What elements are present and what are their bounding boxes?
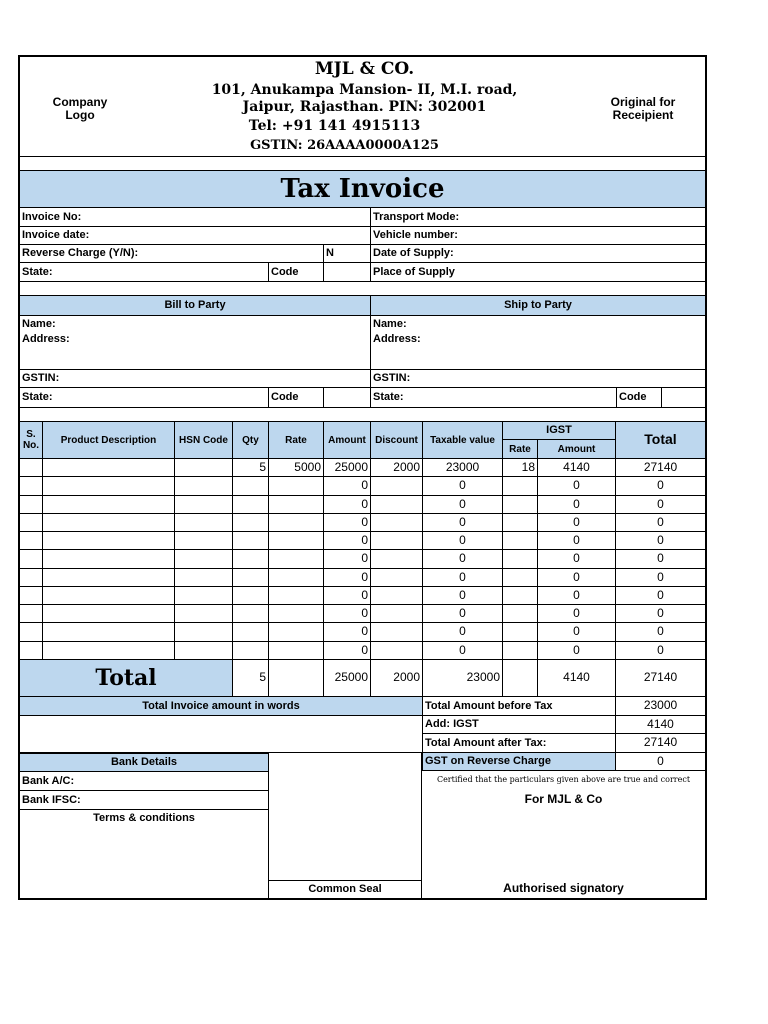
item-cell-amount: 0 — [323, 550, 370, 568]
company-address-line1: 101, Anukampa Mansion- II, M.I. road, — [211, 82, 518, 98]
item-cell-igst-rate — [502, 605, 537, 623]
item-cell-igst-amount: 4140 — [537, 459, 615, 477]
item-cell-igst-amount: 0 — [537, 569, 615, 587]
reverse-charge-value: N — [323, 245, 370, 263]
item-cell-hsn — [174, 532, 232, 550]
col-header-taxable: Taxable value — [422, 422, 502, 459]
item-cell-igst-amount: 0 — [537, 532, 615, 550]
item-cell-description — [42, 569, 174, 587]
item-cell-total: 0 — [615, 496, 705, 514]
item-cell-description — [42, 459, 174, 477]
item-cell-amount: 0 — [323, 642, 370, 660]
company-tel: Tel: +91 141 4915113 — [248, 118, 421, 134]
col-header-discount: Discount — [370, 422, 422, 459]
ship-to-name-label: Name: — [370, 316, 705, 333]
item-cell-taxable: 0 — [422, 477, 502, 495]
meta-state-label: State: — [20, 263, 268, 282]
certification-text: Certified that the particulars given above are true and correct — [436, 774, 691, 784]
item-cell-amount: 0 — [323, 496, 370, 514]
item-cell-taxable: 0 — [422, 532, 502, 550]
item-cell-discount — [370, 550, 422, 568]
item-cell-rate — [268, 514, 323, 532]
item-cell-hsn — [174, 587, 232, 605]
item-cell-sno — [20, 642, 42, 660]
item-cell-sno — [20, 496, 42, 514]
item-cell-taxable: 0 — [422, 569, 502, 587]
invoice-date-label: Invoice date: — [20, 227, 370, 245]
ship-to-code-value — [661, 388, 705, 408]
party-divider — [20, 408, 705, 422]
item-cell-total: 0 — [615, 623, 705, 641]
item-cell-taxable: 0 — [422, 587, 502, 605]
item-cell-rate — [268, 642, 323, 660]
header-divider — [20, 156, 705, 170]
item-cell-igst-rate — [502, 550, 537, 568]
totals-igst-amount: 4140 — [537, 660, 615, 697]
totals-label: Total — [20, 660, 232, 697]
item-cell-igst-amount: 0 — [537, 623, 615, 641]
bill-to-address-label: Address: — [20, 333, 370, 370]
item-cell-igst-amount: 0 — [537, 496, 615, 514]
reverse-gst-value: 0 — [615, 753, 705, 771]
item-cell-rate: 5000 — [268, 459, 323, 477]
item-cell-igst-rate: 18 — [502, 459, 537, 477]
item-cell-discount — [370, 477, 422, 495]
item-cell-rate — [268, 605, 323, 623]
item-cell-hsn — [174, 642, 232, 660]
item-cell-amount: 0 — [323, 623, 370, 641]
copy-label: Original for Receipient — [610, 94, 676, 122]
item-cell-qty — [232, 477, 268, 495]
item-cell-igst-rate — [502, 569, 537, 587]
item-cell-description — [42, 642, 174, 660]
totals-taxable: 23000 — [422, 660, 502, 697]
item-cell-sno — [20, 459, 42, 477]
totals-qty: 5 — [232, 660, 268, 697]
bank-heading: Bank Details — [20, 753, 269, 772]
item-cell-hsn — [174, 477, 232, 495]
totals-rate — [268, 660, 323, 697]
item-cell-igst-amount: 0 — [537, 514, 615, 532]
before-tax-label: Total Amount before Tax — [422, 697, 615, 716]
item-cell-total: 0 — [615, 532, 705, 550]
item-cell-discount — [370, 532, 422, 550]
item-cell-igst-amount: 0 — [537, 477, 615, 495]
col-header-amount: Amount — [323, 422, 370, 459]
item-cell-total: 0 — [615, 514, 705, 532]
item-cell-discount — [370, 514, 422, 532]
ship-to-address-label: Address: — [370, 333, 705, 370]
item-cell-discount — [370, 587, 422, 605]
item-cell-description — [42, 496, 174, 514]
item-cell-qty — [232, 587, 268, 605]
item-cell-discount — [370, 605, 422, 623]
item-cell-igst-amount: 0 — [537, 550, 615, 568]
item-cell-hsn — [174, 459, 232, 477]
item-cell-taxable: 0 — [422, 623, 502, 641]
item-cell-taxable: 0 — [422, 642, 502, 660]
item-cell-qty — [232, 550, 268, 568]
company-logo-label: Company Logo — [52, 94, 108, 122]
item-cell-total: 0 — [615, 569, 705, 587]
item-cell-hsn — [174, 550, 232, 568]
item-cell-qty — [232, 642, 268, 660]
item-cell-rate — [268, 623, 323, 641]
item-cell-amount: 0 — [323, 532, 370, 550]
for-company-label: For MJL & Co — [524, 792, 603, 807]
item-cell-taxable: 0 — [422, 550, 502, 568]
item-cell-sno — [20, 477, 42, 495]
ship-to-heading: Ship to Party — [370, 296, 705, 316]
totals-amount: 25000 — [323, 660, 370, 697]
item-cell-igst-rate — [502, 532, 537, 550]
item-cell-igst-amount: 0 — [537, 642, 615, 660]
item-cell-sno — [20, 605, 42, 623]
item-cell-sno — [20, 569, 42, 587]
item-cell-description — [42, 532, 174, 550]
item-cell-hsn — [174, 569, 232, 587]
item-cell-discount — [370, 642, 422, 660]
ship-to-code-label: Code — [616, 388, 661, 408]
item-cell-discount: 2000 — [370, 459, 422, 477]
totals-igst-rate — [502, 660, 537, 697]
item-cell-sno — [20, 514, 42, 532]
common-seal-label: Common Seal — [269, 880, 422, 898]
item-cell-rate — [268, 532, 323, 550]
authorised-signatory-label: Authorised signatory — [503, 881, 624, 896]
item-cell-qty — [232, 496, 268, 514]
meta-divider — [20, 282, 705, 296]
item-cell-hsn — [174, 514, 232, 532]
words-label: Total Invoice amount in words — [20, 697, 422, 716]
item-cell-rate — [268, 587, 323, 605]
invoice-title: Tax Invoice — [20, 170, 705, 208]
item-cell-amount: 0 — [323, 605, 370, 623]
reverse-charge-label: Reverse Charge (Y/N): — [20, 245, 323, 263]
date-of-supply-label: Date of Supply: — [370, 245, 705, 263]
igst-total-label: Add: IGST — [422, 716, 615, 734]
item-cell-igst-rate — [502, 642, 537, 660]
col-header-total: Total — [615, 422, 705, 459]
reverse-gst-label: GST on Reverse Charge — [422, 753, 615, 771]
item-cell-hsn — [174, 623, 232, 641]
item-cell-qty: 5 — [232, 459, 268, 477]
vehicle-number-label: Vehicle number: — [370, 227, 705, 245]
company-name: MJL & CO. — [314, 59, 415, 79]
item-cell-total: 0 — [615, 477, 705, 495]
after-tax-value: 27140 — [615, 734, 705, 753]
igst-total-value: 4140 — [615, 716, 705, 734]
item-cell-amount: 0 — [323, 569, 370, 587]
col-header-rate: Rate — [268, 422, 323, 459]
item-cell-total: 0 — [615, 605, 705, 623]
bill-to-code-label: Code — [268, 388, 323, 408]
meta-code-value — [323, 263, 370, 282]
item-cell-hsn — [174, 605, 232, 623]
company-gstin: GSTIN: 26AAAA0000A125 — [250, 138, 439, 153]
item-cell-rate — [268, 550, 323, 568]
item-cell-amount: 0 — [323, 587, 370, 605]
after-tax-label: Total Amount after Tax: — [422, 734, 615, 753]
item-cell-total: 0 — [615, 642, 705, 660]
place-of-supply-label: Place of Supply — [370, 263, 705, 282]
bill-to-gstin-label: GSTIN: — [20, 370, 370, 388]
item-cell-sno — [20, 550, 42, 568]
item-cell-amount: 0 — [323, 477, 370, 495]
totals-total: 27140 — [615, 660, 705, 697]
bank-ifsc-label: Bank IFSC: — [20, 791, 269, 810]
col-header-description: Product Description — [42, 422, 174, 459]
item-cell-description — [42, 587, 174, 605]
ship-to-gstin-label: GSTIN: — [370, 370, 705, 388]
item-cell-description — [42, 605, 174, 623]
col-header-sno: S. No. — [20, 422, 42, 459]
bill-to-code-value — [323, 388, 370, 408]
col-header-igst: IGST — [502, 422, 615, 440]
item-cell-total: 0 — [615, 550, 705, 568]
item-cell-description — [42, 477, 174, 495]
item-cell-igst-rate — [502, 496, 537, 514]
item-cell-igst-rate — [502, 623, 537, 641]
item-cell-sno — [20, 623, 42, 641]
words-value — [20, 716, 422, 753]
item-cell-sno — [20, 532, 42, 550]
terms-area — [20, 826, 269, 898]
common-seal-area — [269, 753, 422, 880]
item-cell-qty — [232, 605, 268, 623]
item-cell-discount — [370, 569, 422, 587]
col-header-igst-amount: Amount — [537, 440, 615, 459]
item-cell-discount — [370, 496, 422, 514]
invoice-form — [18, 55, 707, 900]
item-cell-rate — [268, 569, 323, 587]
transport-mode-label: Transport Mode: — [370, 208, 705, 227]
item-cell-discount — [370, 623, 422, 641]
item-cell-description — [42, 514, 174, 532]
bill-to-state-label: State: — [20, 388, 268, 408]
col-header-hsn: HSN Code — [174, 422, 232, 459]
item-cell-amount: 0 — [323, 514, 370, 532]
item-cell-igst-amount: 0 — [537, 587, 615, 605]
item-cell-taxable: 0 — [422, 605, 502, 623]
bank-account-label: Bank A/C: — [20, 772, 269, 791]
item-cell-qty — [232, 514, 268, 532]
totals-discount: 2000 — [370, 660, 422, 697]
item-cell-total: 27140 — [615, 459, 705, 477]
col-header-qty: Qty — [232, 422, 268, 459]
item-cell-qty — [232, 532, 268, 550]
item-cell-sno — [20, 587, 42, 605]
item-cell-description — [42, 623, 174, 641]
item-cell-taxable: 0 — [422, 496, 502, 514]
bill-to-name-label: Name: — [22, 318, 56, 331]
item-cell-rate — [268, 496, 323, 514]
item-cell-total: 0 — [615, 587, 705, 605]
meta-code-label: Code — [268, 263, 323, 282]
before-tax-value: 23000 — [615, 697, 705, 716]
bill-to-heading: Bill to Party — [20, 296, 370, 316]
terms-label: Terms & conditions — [20, 810, 269, 826]
col-header-igst-rate: Rate — [502, 440, 537, 459]
item-cell-taxable: 23000 — [422, 459, 502, 477]
item-cell-amount: 25000 — [323, 459, 370, 477]
invoice-no-label: Invoice No: — [20, 208, 370, 227]
item-cell-taxable: 0 — [422, 514, 502, 532]
item-cell-igst-rate — [502, 587, 537, 605]
item-cell-qty — [232, 569, 268, 587]
item-cell-igst-amount: 0 — [537, 605, 615, 623]
item-cell-rate — [268, 477, 323, 495]
item-cell-hsn — [174, 496, 232, 514]
item-cell-igst-rate — [502, 477, 537, 495]
item-cell-qty — [232, 623, 268, 641]
ship-to-state-label: State: — [370, 388, 616, 408]
item-cell-igst-rate — [502, 514, 537, 532]
item-cell-description — [42, 550, 174, 568]
company-address-line2: Jaipur, Rajasthan. PIN: 302001 — [242, 99, 487, 115]
